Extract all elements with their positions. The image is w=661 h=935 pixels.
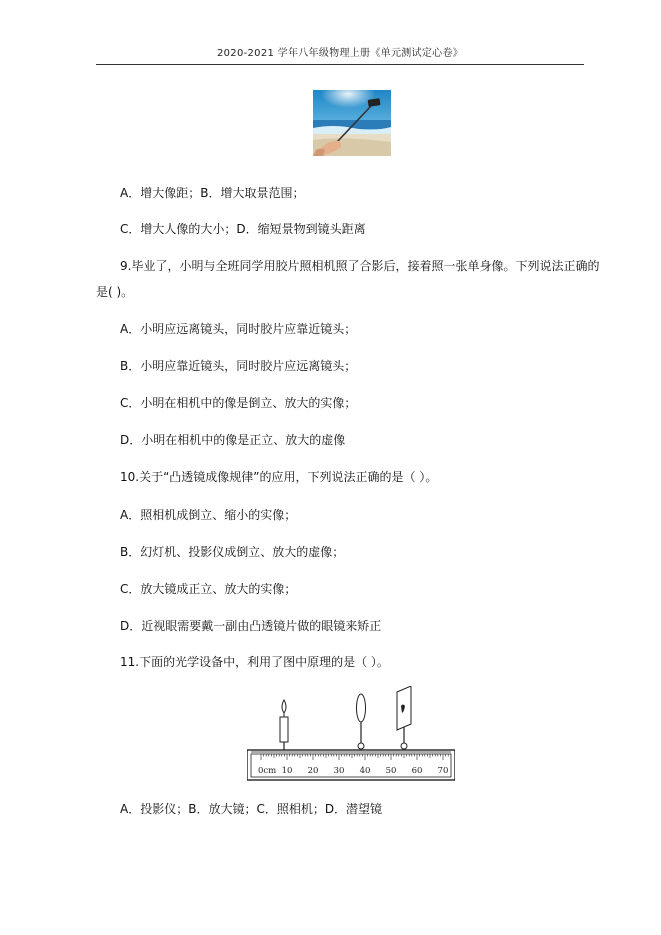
selfie-stick-photo	[313, 90, 391, 156]
candle	[280, 700, 288, 750]
scale-label: 10	[281, 766, 293, 776]
light-screen	[397, 686, 411, 749]
q10-option-b: B．幻灯机、投影仪成倒立、放大的虚像；	[120, 545, 345, 559]
scale-label: 20	[307, 766, 319, 776]
page-header: 2020-2021 学年八年级物理上册《单元测试定心卷》	[216, 48, 464, 59]
q9-stem-continued: 是( )。	[96, 285, 134, 299]
q9-option-c: C．小明在相机中的像是倒立、放大的实像；	[120, 396, 357, 410]
scale-label: 30	[333, 766, 345, 776]
q10-stem: 10.关于“凸透镜成像规律”的应用，下列说法正确的是（ ）。	[120, 470, 438, 484]
q9-option-b: B．小明应靠近镜头，同时胶片应远离镜头；	[120, 359, 357, 373]
convex-lens	[357, 694, 366, 749]
q11-options: A．投影仪；B．放大镜；C．照相机；D．潜望镜	[120, 802, 383, 816]
optical-bench-diagram	[247, 686, 455, 782]
scale-label: 0cm	[258, 766, 277, 776]
q9-option-d: D．小明在相机中的像是正立、放大的虚像	[120, 433, 346, 447]
scale-label: 60	[411, 766, 423, 776]
header-rule	[96, 64, 584, 65]
q9-option-a: A．小明应远离镜头，同时胶片应靠近镜头；	[120, 322, 357, 336]
scale-label: 70	[437, 766, 449, 776]
q8-option-ab: A．增大像距；B．增大取景范围；	[120, 186, 305, 200]
q10-option-d: D．近视眼需要戴一副由凸透镜片做的眼镜来矫正	[120, 619, 382, 633]
scale-label: 40	[359, 766, 371, 776]
q9-stem: 9.毕业了，小明与全班同学用胶片照相机照了合影后，接着照一张单身像。下列说法正确的	[120, 259, 600, 273]
q10-option-c: C．放大镜成正立、放大的实像；	[120, 582, 297, 596]
q8-option-cd: C．增大人像的大小；D．缩短景物到镜头距离	[120, 222, 366, 236]
scale-label: 50	[385, 766, 397, 776]
q11-stem: 11.下面的光学设备中，利用了图中原理的是（ ）。	[120, 655, 389, 669]
q10-option-a: A．照相机成倒立、缩小的实像；	[120, 508, 297, 522]
